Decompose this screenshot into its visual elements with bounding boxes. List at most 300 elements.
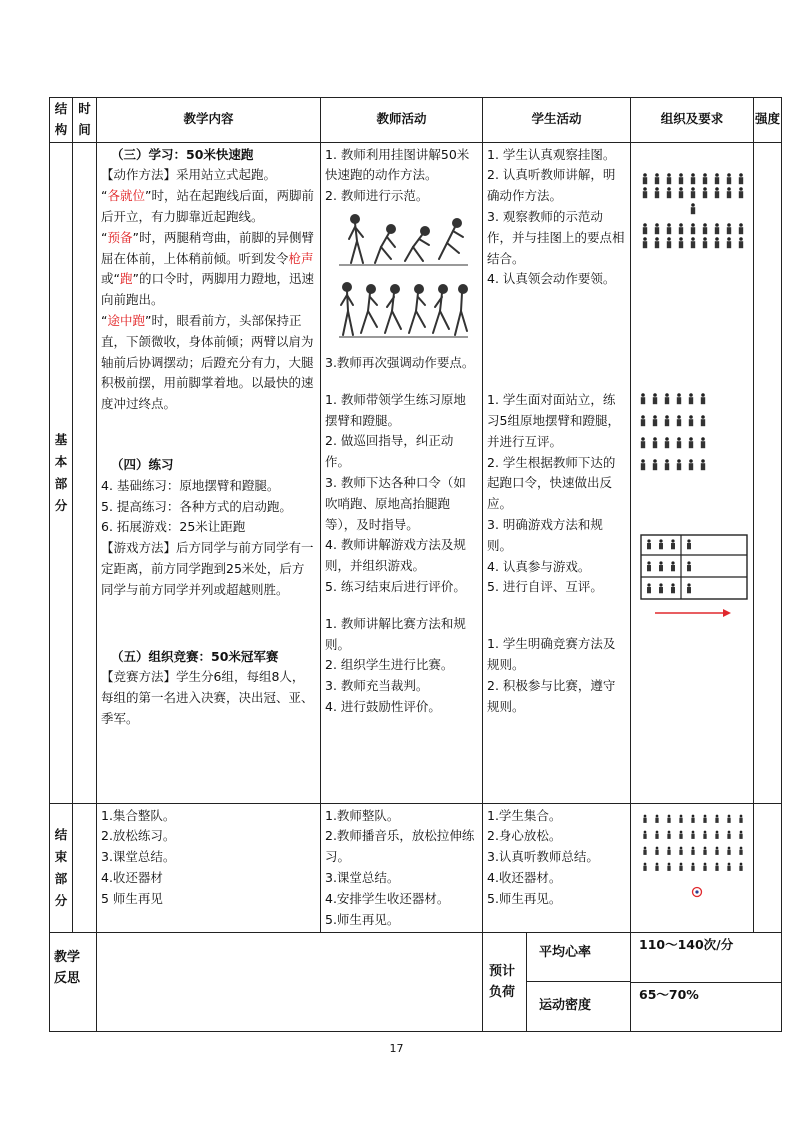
student-figure-body: [679, 177, 683, 184]
student-figure-body: [643, 817, 646, 822]
student-figure-body: [667, 191, 671, 198]
student-figure-body: [659, 543, 663, 549]
student-figure-body: [691, 865, 694, 870]
student-figure-icon: [727, 187, 731, 191]
student-figure-body: [655, 849, 658, 854]
lane-box: [641, 535, 747, 599]
student-figure-icon: [679, 187, 683, 191]
student-figure-body: [715, 865, 718, 870]
student-figure-body: [667, 177, 671, 184]
ending-content-item: 2.放松练习。: [101, 828, 176, 844]
student-figure-icon: [679, 223, 683, 227]
student-figure-body: [689, 441, 693, 448]
student-item: 2. 学生根据教师下达的起跑口令，快速做出反应。: [487, 454, 616, 512]
student-figure-icon: [687, 583, 690, 586]
student-figure-icon: [655, 223, 659, 227]
student-figure-icon: [691, 173, 695, 177]
student-figure-body: [655, 191, 659, 198]
student-figure-body: [701, 419, 705, 426]
student-figure-body: [647, 565, 651, 571]
student-figure-body: [727, 177, 731, 184]
student-figure-icon: [740, 862, 743, 865]
student-figure-body: [715, 191, 719, 198]
teacher-item: 1. 教师讲解比赛方法和规则。: [325, 615, 466, 652]
sprint-start-illustration: [333, 209, 473, 271]
quote: “: [101, 312, 108, 328]
student-figure-body: [667, 865, 670, 870]
student-figure-icon: [691, 237, 695, 241]
student-figure-icon: [701, 415, 705, 419]
student-figure-icon: [716, 846, 719, 849]
student-figure-icon: [740, 846, 743, 849]
student-figure-body: [653, 397, 657, 404]
quote: “: [101, 188, 108, 204]
label-char: 部: [54, 870, 68, 886]
student-figure-icon: [665, 437, 669, 441]
student-figure-body: [703, 865, 706, 870]
ending-student-item: 2.身心放松。: [487, 828, 562, 844]
student-figure-icon: [656, 814, 659, 817]
student-figure-icon: [716, 830, 719, 833]
student-figure-body: [727, 227, 731, 234]
sprint-run-illustration: [333, 279, 473, 341]
student-item: 1. 学生认真观察挂图。: [487, 146, 616, 162]
student-figure-icon: [641, 415, 645, 419]
load-cell: [483, 933, 631, 1032]
teacher-item: 3. 教师充当裁判。: [325, 678, 429, 694]
student-item: 4. 认真领会动作要领。: [487, 271, 616, 287]
student-figure-icon: [667, 187, 671, 191]
student-item: 2. 认真听教师讲解，明确动作方法。: [487, 167, 616, 204]
student-figure-body: [677, 419, 681, 426]
header-structure: 结构: [50, 98, 73, 143]
student-figure-body: [679, 817, 682, 822]
teacher-item: 3.教师再次强调动作要点。: [325, 354, 475, 370]
student-figure-icon: [671, 561, 674, 564]
ending-student-cell: [483, 803, 631, 933]
basic-section-label: [50, 142, 73, 803]
student-figure-icon: [715, 187, 719, 191]
reflection-row-1: [50, 933, 782, 983]
game-text: 后方同学与前方同学有一定距离，前方同学跑到25米处，后方同学与前方同学并列或超越则胜。: [101, 540, 314, 597]
student-figure-icon: [647, 583, 650, 586]
reflection-label: [50, 933, 97, 1032]
teacher-item: 5. 练习结束后进行评价。: [325, 578, 466, 594]
command-gun: 枪声: [288, 250, 314, 266]
student-figure-icon: [644, 814, 647, 817]
ending-content-item: 3.课堂总结。: [101, 849, 176, 865]
game-prefix: 【游戏方法】: [101, 540, 177, 556]
hr-value: 110～140次/分: [631, 933, 782, 983]
student-figure-body: [679, 849, 682, 854]
method-prefix: 【动作方法】: [101, 167, 177, 183]
section-3-set: [101, 228, 316, 311]
student-figure-body: [691, 849, 694, 854]
student-figure-icon: [704, 846, 707, 849]
label-char: 部: [54, 475, 68, 491]
student-figure-body: [655, 227, 659, 234]
student-figure-icon: [680, 814, 683, 817]
student-figure-body: [703, 241, 707, 248]
student-figure-body: [667, 849, 670, 854]
student-figure-body: [715, 241, 719, 248]
ending-student-item: 4.收还器材。: [487, 869, 562, 885]
ending-org-cell: [631, 803, 754, 933]
student-figure-icon: [691, 223, 695, 227]
student-figure-body: [641, 463, 645, 470]
student-figure-icon: [739, 223, 743, 227]
basic-time-cell: [73, 142, 97, 803]
competition-prefix: 【竞赛方法】: [101, 669, 177, 685]
student-figure-body: [659, 565, 663, 571]
student-figure-body: [643, 191, 647, 198]
student-figure-body: [727, 191, 731, 198]
student-figure-icon: [647, 561, 650, 564]
student-figure-icon: [716, 862, 719, 865]
student-figure-body: [667, 833, 670, 838]
student-figure-body: [643, 241, 647, 248]
label-char: 基: [54, 431, 68, 447]
label-char: 结: [54, 826, 68, 842]
student-figure-icon: [703, 173, 707, 177]
student-figure-body: [727, 865, 730, 870]
student-figure-body: [679, 227, 683, 234]
student-figure-icon: [701, 437, 705, 441]
basic-content-cell: [97, 142, 321, 803]
student-figure-body: [679, 191, 683, 198]
teacher-item: 1. 教师利用挂图讲解50米快速跑的动作方法。: [325, 146, 470, 183]
student-figure-icon: [655, 237, 659, 241]
load-label: 预计负荷: [483, 933, 527, 1031]
student-figure-icon: [665, 459, 669, 463]
student-figure-icon: [659, 561, 662, 564]
student-figure-icon: [692, 846, 695, 849]
student-figure-icon: [739, 187, 743, 191]
student-figure-icon: [680, 846, 683, 849]
ending-time-cell: [73, 803, 97, 933]
student-figure-icon: [668, 830, 671, 833]
student-figure-body: [691, 207, 695, 214]
student-figure-icon: [680, 862, 683, 865]
student-figure-icon: [655, 187, 659, 191]
student-figure-icon: [667, 237, 671, 241]
student-figure-body: [671, 587, 675, 593]
density-value: 65～70%: [631, 982, 782, 1032]
teacher-item: 2. 教师进行示范。: [325, 188, 429, 204]
student-figure-icon: [643, 223, 647, 227]
student-figure-body: [701, 397, 705, 404]
student-figure-body: [667, 241, 671, 248]
student-figure-body: [689, 419, 693, 426]
ending-student-item: 5.师生再见。: [487, 890, 562, 906]
student-figure-icon: [727, 223, 731, 227]
student-figure-body: [655, 865, 658, 870]
section-3-ready: [101, 186, 316, 228]
section-4-line2: 5. 提高练习：各种方式的启动跑。: [101, 498, 292, 514]
student-figure-icon: [689, 393, 693, 397]
student-figure-icon: [687, 539, 690, 542]
page-number: 17: [389, 1042, 404, 1055]
ready-text: ”时，站在起跑线后面，两脚前后开立，有力脚靠近起跑线。: [101, 188, 314, 224]
student-figure-icon: [667, 223, 671, 227]
student-figure-body: [643, 227, 647, 234]
basic-student-cell: [483, 142, 631, 803]
student-figure-body: [655, 177, 659, 184]
student-figure-icon: [691, 203, 695, 207]
student-figure-body: [691, 191, 695, 198]
header-teacher: 教师活动: [321, 98, 483, 143]
lesson-plan-table: [49, 97, 782, 1032]
ending-teacher-item: 1.教师整队。: [325, 807, 400, 823]
student-figure-icon: [671, 583, 674, 586]
student-figure-icon: [704, 830, 707, 833]
ending-teacher-item: 5.师生再见。: [325, 911, 400, 927]
student-figure-body: [703, 191, 707, 198]
student-figure-body: [653, 441, 657, 448]
basic-row: [50, 142, 782, 803]
ending-teacher-item: 3.课堂总结。: [325, 869, 400, 885]
student-figure-icon: [704, 862, 707, 865]
teacher-item: 4. 进行鼓励性评价。: [325, 698, 441, 714]
student-figure-icon: [728, 814, 731, 817]
student-figure-body: [689, 397, 693, 404]
student-figure-icon: [677, 459, 681, 463]
label-char: 分: [54, 497, 68, 513]
student-figure-body: [727, 241, 731, 248]
student-figure-icon: [659, 583, 662, 586]
density-label: 运动密度: [539, 998, 592, 1014]
command-set: 预备: [107, 229, 133, 245]
student-figure-body: [727, 849, 730, 854]
student-figure-icon: [689, 437, 693, 441]
ending-formation-diagram: [631, 804, 754, 930]
student-figure-body: [715, 833, 718, 838]
student-item: 1. 学生面对面站立，练习5组原地摆臂和蹬腿，并进行互评。: [487, 392, 620, 449]
run-text: ”的口令时，两脚用力蹬地，迅速向前跑出。: [101, 271, 314, 308]
ending-teacher-cell: [321, 803, 483, 933]
student-figure-body: [715, 817, 718, 822]
competition-text: 学生分6组，每组8人，每组的第一名进入决赛，决出冠、亚、季军。: [101, 669, 314, 726]
student-figure-icon: [689, 415, 693, 419]
header-student: 学生活动: [483, 98, 631, 143]
ending-content-item: 1.集合整队。: [101, 807, 176, 823]
student-figure-body: [665, 397, 669, 404]
student-figure-icon: [703, 187, 707, 191]
student-figure-icon: [667, 173, 671, 177]
section-5-method: [101, 667, 316, 729]
section-4-game: [101, 538, 316, 600]
section-5-title: （五）组织竞赛：50米冠军赛: [111, 648, 279, 664]
student-item: 3. 明确游戏方法和规则。: [487, 516, 603, 553]
label-char: 本: [54, 453, 68, 469]
student-figure-icon: [692, 862, 695, 865]
student-item: 5. 进行自评、互评。: [487, 579, 603, 595]
label-char: 分: [54, 892, 68, 908]
quote: “: [101, 229, 108, 245]
student-figure-body: [687, 565, 691, 571]
student-figure-body: [679, 865, 682, 870]
student-figure-icon: [656, 846, 659, 849]
student-figure-body: [641, 419, 645, 426]
student-figure-icon: [665, 415, 669, 419]
student-item: 2. 积极参与比赛，遵守规则。: [487, 677, 616, 714]
student-figure-body: [641, 441, 645, 448]
command-run: 跑: [119, 271, 133, 287]
student-figure-body: [739, 177, 743, 184]
student-figure-icon: [665, 393, 669, 397]
student-figure-body: [647, 587, 651, 593]
student-figure-body: [671, 543, 675, 549]
student-figure-icon: [643, 187, 647, 191]
student-figure-icon: [739, 173, 743, 177]
student-figure-body: [677, 463, 681, 470]
student-item: 3. 观察教师的示范动作，并与挂图上的要点相结合。: [487, 208, 625, 266]
student-figure-body: [667, 817, 670, 822]
student-figure-icon: [653, 437, 657, 441]
student-figure-body: [643, 865, 646, 870]
student-figure-icon: [728, 830, 731, 833]
student-figure-icon: [701, 393, 705, 397]
student-item: 1. 学生明确竞赛方法及规则。: [487, 636, 616, 672]
student-figure-icon: [641, 437, 645, 441]
ending-teacher-item: 4.安排学生收还器材。: [325, 890, 450, 906]
student-figure-body: [687, 543, 691, 549]
student-figure-body: [739, 241, 743, 248]
student-figure-body: [703, 227, 707, 234]
student-figure-icon: [677, 415, 681, 419]
hr-label: 平均心率: [527, 933, 630, 982]
command-ready: 各就位: [107, 188, 145, 204]
student-figure-body: [677, 441, 681, 448]
student-figure-body: [679, 241, 683, 248]
student-figure-body: [689, 463, 693, 470]
student-figure-icon: [692, 814, 695, 817]
student-figure-body: [665, 419, 669, 426]
ending-intensity-cell: [754, 803, 782, 933]
section-3-midrun: [101, 311, 316, 415]
student-figure-body: [641, 397, 645, 404]
reflection-text-cell: [97, 933, 483, 1032]
basic-intensity-cell: [754, 142, 782, 803]
student-figure-icon: [655, 173, 659, 177]
student-figure-icon: [716, 814, 719, 817]
student-figure-icon: [703, 237, 707, 241]
basic-teacher-cell: [321, 142, 483, 803]
student-figure-icon: [679, 237, 683, 241]
ending-content-item: 5 师生再见: [101, 890, 163, 906]
student-figure-icon: [656, 862, 659, 865]
ending-student-item: 1.学生集合。: [487, 807, 562, 823]
student-figure-icon: [680, 830, 683, 833]
student-figure-body: [667, 227, 671, 234]
student-figure-icon: [727, 173, 731, 177]
student-figure-icon: [671, 539, 674, 542]
ending-section-label: [50, 803, 73, 933]
header-org: 组织及要求: [631, 98, 754, 143]
student-figure-body: [727, 817, 730, 822]
student-figure-body: [665, 463, 669, 470]
student-figure-icon: [656, 830, 659, 833]
student-figure-body: [703, 849, 706, 854]
student-figure-icon: [691, 187, 695, 191]
student-figure-icon: [643, 173, 647, 177]
student-figure-body: [653, 419, 657, 426]
student-figure-body: [643, 177, 647, 184]
student-figure-body: [739, 833, 742, 838]
student-figure-icon: [689, 459, 693, 463]
student-figure-icon: [677, 437, 681, 441]
student-figure-icon: [715, 237, 719, 241]
student-figure-icon: [653, 393, 657, 397]
student-figure-body: [653, 463, 657, 470]
teacher-item: 3. 教师下达各种口令（如吹哨跑、原地高抬腿跑等），及时指导。: [325, 474, 466, 532]
ending-teacher-item: 2.教师播音乐，放松拉伸练习。: [325, 828, 475, 865]
student-figure-icon: [644, 830, 647, 833]
student-figure-body: [677, 397, 681, 404]
student-figure-icon: [728, 846, 731, 849]
student-figure-icon: [740, 814, 743, 817]
student-figure-icon: [679, 173, 683, 177]
student-figure-body: [703, 177, 707, 184]
student-figure-body: [659, 587, 663, 593]
student-figure-icon: [653, 415, 657, 419]
student-figure-body: [739, 865, 742, 870]
formation-diagrams: [631, 143, 754, 803]
teacher-item: 1. 教师带领学生练习原地摆臂和蹬腿。: [325, 391, 466, 428]
student-figure-icon: [644, 862, 647, 865]
student-figure-icon: [728, 862, 731, 865]
student-figure-body: [739, 849, 742, 854]
student-figure-body: [655, 241, 659, 248]
student-figure-icon: [641, 393, 645, 397]
midrun-text: ”时，眼看前方，头部保持正直，下颌微收，身体前倾；两臂以肩为轴前后协调摆动；后蹬充分有力，大腿积极前摆，用前脚掌着地。以最快的速度冲过终点。: [101, 312, 314, 412]
teacher-item: 2. 做巡回指导，纠正动作。: [325, 433, 454, 470]
student-item: 4. 认真参与游戏。: [487, 558, 591, 574]
student-figure-body: [687, 587, 691, 593]
student-figure-icon: [727, 237, 731, 241]
student-figure-icon: [677, 393, 681, 397]
student-figure-body: [701, 441, 705, 448]
student-figure-icon: [668, 846, 671, 849]
student-figure-icon: [715, 223, 719, 227]
student-figure-body: [727, 833, 730, 838]
method-text: 采用站立式起跑。: [176, 167, 277, 183]
student-figure-icon: [668, 862, 671, 865]
student-figure-body: [739, 191, 743, 198]
ending-row: [50, 803, 782, 933]
header-row: [50, 98, 782, 143]
ending-content-item: 4.收还器材: [101, 869, 163, 885]
student-figure-body: [739, 227, 743, 234]
student-figure-body: [715, 849, 718, 854]
student-figure-icon: [647, 539, 650, 542]
student-figure-body: [691, 817, 694, 822]
student-figure-body: [647, 543, 651, 549]
set-text: ”时，两腿稍弯曲，前脚的异侧臂屈在体前，上体稍前倾。听到发令: [101, 229, 314, 266]
student-figure-body: [715, 177, 719, 184]
student-figure-body: [703, 817, 706, 822]
student-figure-body: [739, 817, 742, 822]
student-figure-body: [679, 833, 682, 838]
student-figure-icon: [641, 459, 645, 463]
student-figure-body: [671, 565, 675, 571]
basic-org-cell: [631, 142, 754, 803]
command-midrun: 途中跑: [107, 312, 145, 328]
student-figure-body: [643, 833, 646, 838]
header-content: 教学内容: [97, 98, 321, 143]
student-figure-icon: [644, 846, 647, 849]
student-figure-body: [643, 849, 646, 854]
